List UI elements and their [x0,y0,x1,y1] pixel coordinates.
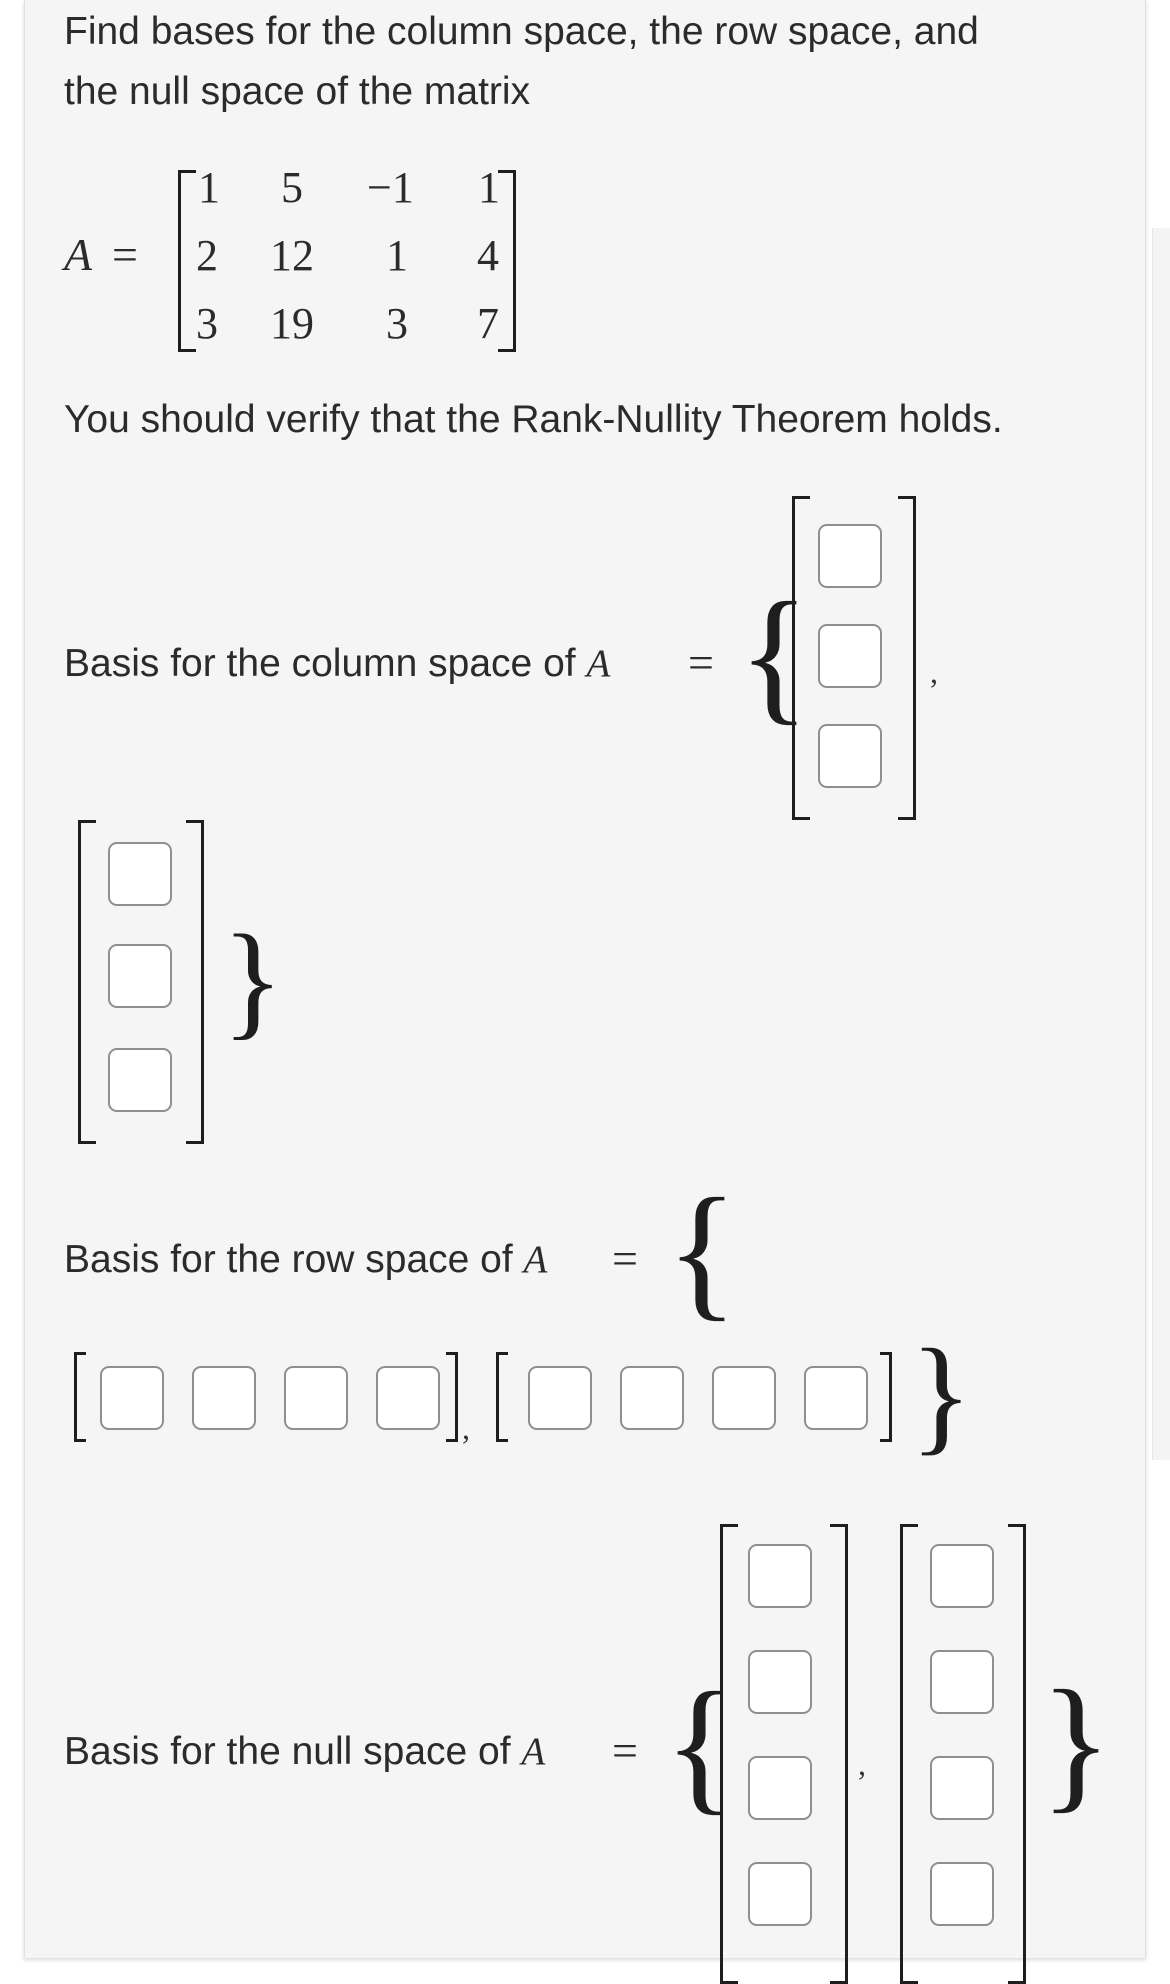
matrix-cell: 1 [198,163,220,212]
row-vector-1-right-bracket [446,1352,458,1442]
matrix-cell: 2 [196,231,218,280]
matrix-cell: 19 [270,299,314,348]
null-vector-2-entry-2[interactable] [930,1650,994,1714]
column-vector-2-right-bracket [186,820,204,1144]
null-vector-1-entry-1[interactable] [748,1544,812,1608]
column-vector-1-entry-3[interactable] [818,724,882,788]
null-vector-1-entry-4[interactable] [748,1862,812,1926]
matrix-equals-sign: = [112,229,138,280]
column-space-equals-sign: = [688,637,714,688]
row-vector-1-entry-1[interactable] [100,1366,164,1430]
column-vector-1-right-bracket [898,496,916,820]
row-vector-1-left-bracket [74,1352,86,1442]
matrix-cell: 3 [196,299,218,348]
null-vector-2-entry-3[interactable] [930,1756,994,1820]
row-space-open-brace: { [666,1168,738,1334]
scrollbar-track[interactable] [1152,228,1170,1460]
matrix-cell: 12 [270,231,314,280]
row-vector-2-entry-1[interactable] [528,1366,592,1430]
column-vector-separator: , [930,654,938,690]
matrix-left-bracket [178,170,196,352]
column-vector-2-entry-2[interactable] [108,944,172,1008]
matrix-cell: 7 [477,299,499,348]
column-space-variable: A [586,642,611,685]
row-space-label-text: Basis for the row space of [64,1238,524,1281]
null-space-close-brace: } [1040,1660,1112,1826]
null-vector-2-right-bracket [1008,1524,1026,1984]
row-vector-2-right-bracket [880,1352,892,1442]
null-space-label [64,1722,545,1782]
row-vector-1-entry-3[interactable] [284,1366,348,1430]
matrix-cell: 1 [478,163,500,212]
column-vector-1-left-bracket [792,496,810,820]
row-space-label [64,1230,547,1290]
null-vector-1-right-bracket [830,1524,848,1984]
row-space-close-brace: } [910,1323,973,1467]
rank-nullity-note: You should verify that the Rank-Nullity Theorem holds. [64,398,1003,441]
row-space-variable: A [523,1238,548,1281]
problem-text-line-2: the null space of the matrix [64,70,531,113]
null-vector-2-entry-1[interactable] [930,1544,994,1608]
matrix-cell: 3 [386,299,408,348]
problem-text-line-1: Find bases for the column space, the row space, and [64,10,979,53]
matrix-right-bracket [498,170,516,352]
null-space-label-text: Basis for the null space of [64,1730,522,1773]
column-space-close-brace: } [222,909,284,1051]
column-space-label [64,634,610,694]
row-vector-1-entry-2[interactable] [192,1366,256,1430]
column-vector-2-entry-3[interactable] [108,1048,172,1112]
null-vector-2-entry-4[interactable] [930,1862,994,1926]
row-vector-separator: , [462,1410,470,1446]
matrix-cell: 1 [386,231,408,280]
null-vector-2-left-bracket [900,1524,918,1984]
column-vector-1-entry-2[interactable] [818,624,882,688]
row-vector-1-entry-4[interactable] [376,1366,440,1430]
matrix-cell: −1 [367,163,414,212]
row-vector-2-entry-4[interactable] [804,1366,868,1430]
null-vector-1-left-bracket [720,1524,738,1984]
null-space-open-brace: { [664,1662,736,1828]
column-vector-2-left-bracket [78,820,96,1144]
matrix-cell: 4 [477,231,499,280]
row-space-equals-sign: = [612,1233,638,1284]
null-vector-separator: , [858,1746,866,1782]
row-vector-2-entry-2[interactable] [620,1366,684,1430]
column-vector-1-entry-1[interactable] [818,524,882,588]
matrix-cell: 5 [281,163,303,212]
matrix-name: A [64,229,93,280]
row-vector-2-left-bracket [496,1352,508,1442]
null-vector-1-entry-3[interactable] [748,1756,812,1820]
row-vector-2-entry-3[interactable] [712,1366,776,1430]
null-space-equals-sign: = [612,1725,638,1776]
column-space-open-brace: { [738,572,810,738]
null-space-variable: A [521,1730,546,1773]
null-vector-1-entry-2[interactable] [748,1650,812,1714]
column-space-label-text: Basis for the column space of [64,642,587,685]
column-vector-2-entry-1[interactable] [108,842,172,906]
